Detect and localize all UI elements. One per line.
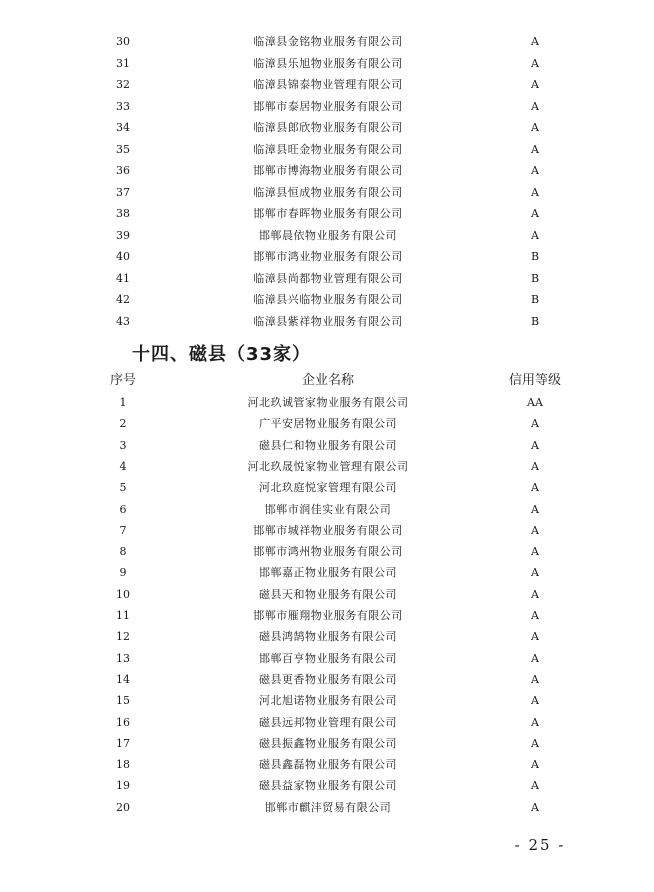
row-grade: A [531,630,539,644]
row-num: 41 [116,271,130,285]
row-name: 广平安居物业服务有限公司 [259,417,397,431]
header-num: 序号 [109,373,136,388]
row-grade: A [531,481,539,495]
row-num: 13 [116,651,130,665]
row-num: 3 [119,438,127,452]
table-row [0,775,654,796]
row-num: 6 [119,502,127,516]
row-grade: A [531,651,539,665]
row-num: 7 [119,523,127,537]
row-grade: A [531,438,539,452]
row-num: 18 [116,758,130,772]
row-name: 磁县鸿鹄物业服务有限公司 [259,630,397,644]
row-grade: B [530,293,540,306]
row-num: 43 [116,314,130,328]
row-num: 16 [116,715,130,729]
row-name: 磁县天和物业服务有限公司 [259,587,397,601]
row-grade: A [531,523,539,537]
row-num: 4 [119,459,127,473]
table-row [0,96,654,117]
row-name: 邯郸晨依物业服务有限公司 [259,228,397,242]
row-name: 河北玖诚管家物业服务有限公司 [247,396,409,409]
table-row [0,53,654,74]
row-name: 临漳县乐旭物业服务有限公司 [253,56,403,70]
row-grade: A [531,779,539,793]
row-grade: A [531,758,539,772]
row-name: 磁县仁和物业服务有限公司 [259,438,397,452]
table-row [0,392,654,413]
row-num: 5 [119,481,127,495]
row-grade: A [531,502,539,516]
row-name: 邯郸市泰居物业服务有限公司 [253,99,403,113]
row-grade: A [531,164,539,177]
table-row [0,413,654,434]
row-name: 邯郸市鸿州物业服务有限公司 [253,545,403,559]
row-name: 邯郸百亨物业服务有限公司 [259,651,397,665]
table-row [0,268,654,289]
table-row [0,733,654,754]
row-grade: A [531,185,539,199]
row-grade: A [531,35,539,48]
row-grade: B [530,271,540,285]
row-name: 临漳县郎欣物业服务有限公司 [253,121,403,134]
table-row [0,203,654,224]
table-row [0,754,654,775]
row-num: 14 [116,672,130,686]
row-num: 37 [116,185,130,199]
row-name: 临漳县紫祥物业服务有限公司 [253,314,403,328]
row-num: 20 [116,800,130,814]
row-name: 邯郸市雁翔物业服务有限公司 [253,609,403,622]
row-grade: A [531,78,539,91]
section-title: 十四、磁县（33家） [132,344,312,365]
row-num: 39 [116,228,130,242]
row-num: 31 [116,56,130,70]
row-num: 30 [116,35,130,48]
row-grade: A [531,587,539,601]
row-num: 10 [116,587,130,601]
table-row [0,669,654,690]
row-name: 邯郸市鸿业物业服务有限公司 [253,250,403,263]
row-num: 42 [116,293,130,306]
row-grade: A [531,545,539,559]
row-grade: AA [527,396,543,409]
table-row [0,797,654,818]
row-grade: A [531,715,539,729]
row-num: 32 [116,78,130,91]
row-name: 磁县远邦物业管理有限公司 [259,715,397,729]
table-row [0,626,654,647]
row-grade: A [531,417,539,431]
row-grade: A [531,56,539,70]
row-grade: A [531,99,539,113]
row-num: 2 [119,417,127,431]
table-row [0,160,654,181]
row-name: 邯郸市润佳实业有限公司 [264,502,392,516]
row-grade: A [531,694,539,708]
row-num: 38 [116,207,130,220]
row-name: 邯郸市城祥物业服务有限公司 [253,523,403,537]
table-row [0,562,654,583]
row-name: 临漳县尚都物业管理有限公司 [253,271,403,285]
row-grade: B [530,250,540,263]
row-num: 12 [116,630,130,644]
row-num: 9 [119,566,127,580]
table-row [0,690,654,711]
table-row [0,648,654,669]
table-row [0,541,654,562]
row-name: 临漳县恒成物业服务有限公司 [253,185,403,199]
row-name: 邯郸市博海物业服务有限公司 [253,164,403,177]
row-grade: A [531,672,539,686]
table-row [0,311,654,332]
row-name: 磁县鑫磊物业服务有限公司 [259,758,397,772]
row-num: 40 [116,250,130,263]
row-grade: A [531,121,539,134]
row-grade: A [531,566,539,580]
table-row [0,139,654,160]
row-name: 邯郸市春晖物业服务有限公司 [253,207,403,220]
row-name: 河北玖庭悦家管理有限公司 [259,481,397,495]
table-row [0,225,654,246]
table-row [0,31,654,52]
row-name: 河北旭诺物业服务有限公司 [259,694,397,708]
table-row [0,117,654,138]
row-grade: A [531,609,539,622]
row-num: 11 [116,609,130,622]
row-num: 34 [116,121,130,134]
table-row [0,182,654,203]
row-name: 邯郸嘉正物业服务有限公司 [259,566,397,580]
table-row [0,456,654,477]
row-num: 35 [116,142,130,156]
table-row [0,289,654,310]
table-row [0,712,654,733]
table-row [0,477,654,498]
table-row [0,435,654,456]
header-grade: 信用等级 [508,373,561,388]
row-num: 8 [119,545,127,559]
page-number: - 25 - [514,836,566,854]
table-row [0,605,654,626]
row-num: 1 [119,396,127,409]
row-grade: A [531,736,539,750]
row-num: 33 [116,99,130,113]
row-grade: A [531,228,539,242]
row-name: 临漳县锦泰物业管理有限公司 [253,78,403,91]
row-name: 邯郸市麒沣贸易有限公司 [264,800,392,814]
header-name: 企业名称 [301,373,354,388]
row-name: 河北玖晟悦家物业管理有限公司 [247,459,409,473]
row-grade: A [531,459,539,473]
row-grade: A [531,207,539,220]
table-row [0,74,654,95]
row-num: 17 [116,736,130,750]
row-name: 磁县益家物业服务有限公司 [259,779,397,793]
row-name: 临漳县金铭物业服务有限公司 [253,35,403,48]
table-row [0,499,654,520]
row-grade: A [531,142,539,156]
table-row [0,246,654,267]
row-grade: A [531,800,539,814]
row-grade: B [530,314,540,328]
table-row [0,520,654,541]
row-num: 15 [116,694,130,708]
row-name: 磁县振鑫物业服务有限公司 [259,736,397,750]
row-name: 磁县更香物业服务有限公司 [259,672,397,686]
table-row [0,584,654,605]
row-num: 36 [116,164,130,177]
row-name: 临漳县兴临物业服务有限公司 [253,293,403,306]
row-num: 19 [116,779,130,793]
row-name: 临漳县旺金物业服务有限公司 [253,142,403,156]
